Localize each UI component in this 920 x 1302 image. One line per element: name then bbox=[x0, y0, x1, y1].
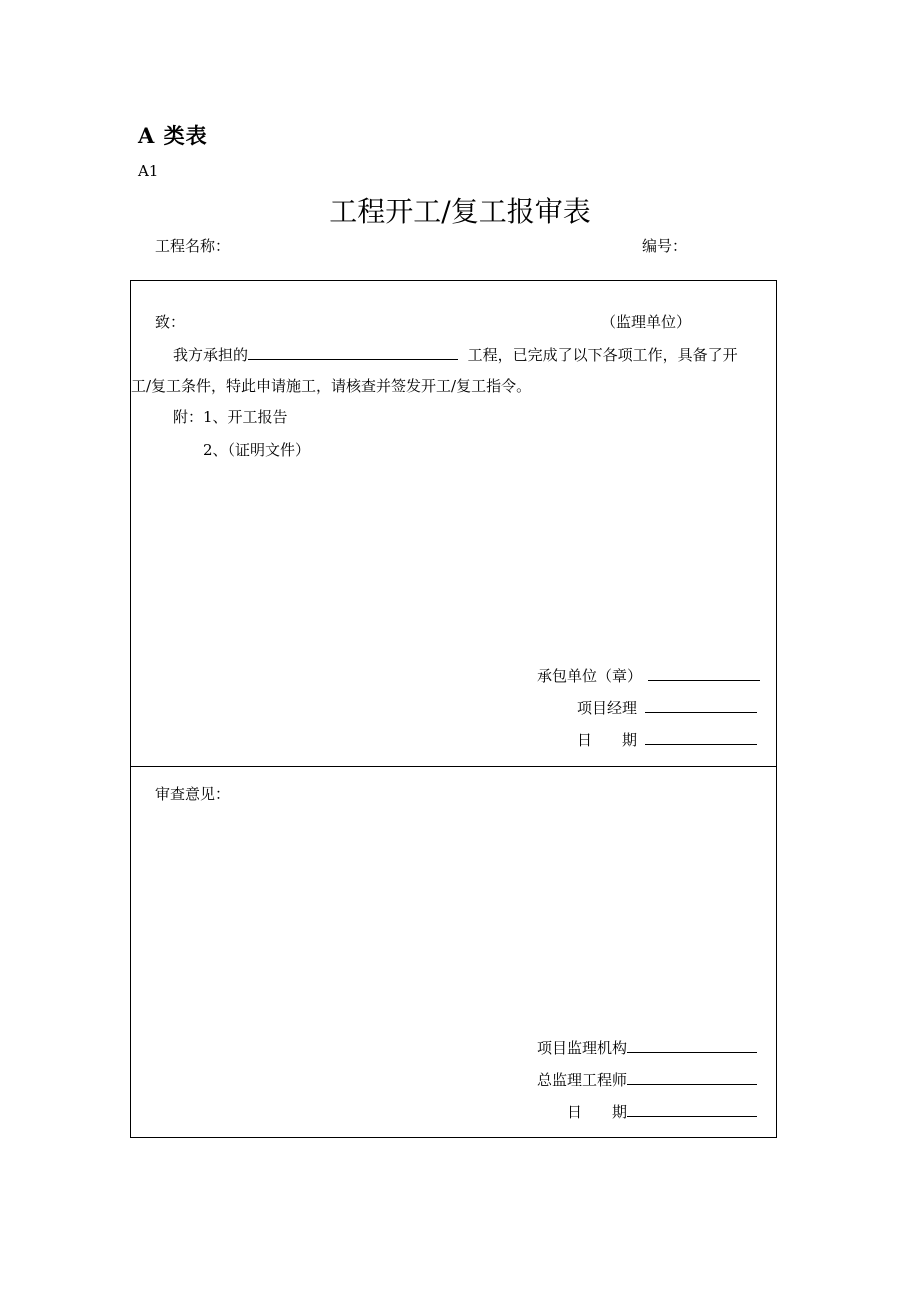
project-name-label: 工程名称： bbox=[155, 237, 231, 255]
project-blank-line[interactable] bbox=[248, 345, 458, 360]
review-section bbox=[130, 766, 777, 1138]
date-sign-row bbox=[577, 729, 757, 750]
date-label: 日 期 bbox=[577, 731, 638, 749]
number-label: 编号： bbox=[642, 237, 688, 255]
review-opinion-label: 审查意见： bbox=[155, 785, 231, 803]
chief-engineer-sign-row bbox=[537, 1069, 757, 1090]
contractor-sign-row bbox=[537, 665, 760, 686]
manager-sign-row bbox=[577, 697, 757, 718]
date-sign-line[interactable] bbox=[645, 730, 757, 745]
contractor-sign-line[interactable] bbox=[648, 666, 760, 681]
chief-engineer-sign-line[interactable] bbox=[627, 1070, 757, 1085]
to-label: 致： bbox=[155, 313, 186, 331]
contractor-label: 承包单位（章） bbox=[537, 667, 643, 685]
agency-sign-row bbox=[537, 1037, 757, 1058]
manager-sign-line[interactable] bbox=[645, 698, 757, 713]
form-category: A 类表 bbox=[138, 123, 208, 148]
agency-label: 项目监理机构 bbox=[537, 1039, 628, 1057]
review-date-line[interactable] bbox=[627, 1102, 757, 1117]
application-body-line1 bbox=[173, 344, 738, 365]
review-date-label: 日 期 bbox=[567, 1103, 628, 1121]
body-suffix: 工程，已完成了以下各项工作，具备了开 bbox=[467, 346, 738, 364]
chief-engineer-label: 总监理工程师 bbox=[537, 1071, 628, 1089]
manager-label: 项目经理 bbox=[577, 699, 638, 717]
application-section bbox=[130, 280, 777, 767]
attachment-1: 附：1、开工报告 bbox=[173, 408, 288, 426]
attachment-2: 2、（证明文件） bbox=[203, 441, 311, 459]
form-code: A1 bbox=[138, 162, 159, 180]
application-body-line2: 工/复工条件，特此申请施工，请核查并签发开工/复工指令。 bbox=[131, 377, 532, 395]
agency-sign-line[interactable] bbox=[627, 1038, 757, 1053]
page-title: 工程开工/复工报审表 bbox=[329, 195, 591, 228]
body-prefix: 我方承担的 bbox=[173, 346, 249, 364]
review-date-row bbox=[567, 1101, 757, 1122]
supervisor-unit-label: （监理单位） bbox=[601, 313, 692, 331]
